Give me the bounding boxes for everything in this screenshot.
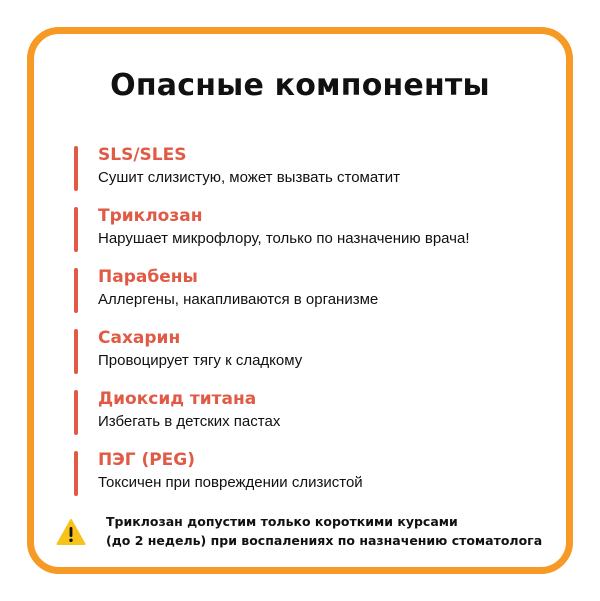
accent-bar bbox=[74, 329, 78, 374]
accent-bar bbox=[74, 268, 78, 313]
component-name: Триклозан bbox=[98, 206, 203, 226]
list-item-saccharin bbox=[74, 327, 544, 388]
accent-bar bbox=[74, 207, 78, 252]
warning-icon bbox=[56, 518, 86, 546]
accent-bar bbox=[74, 146, 78, 191]
list-item-titanium-dioxide bbox=[74, 388, 544, 449]
info-card bbox=[27, 27, 573, 574]
component-description: Нарушает микрофлору, только по назначению врача! bbox=[98, 230, 470, 247]
component-name: SLS/SLES bbox=[98, 145, 187, 165]
component-name: Диоксид титана bbox=[98, 389, 257, 409]
component-description: Провоцирует тягу к сладкому bbox=[98, 352, 303, 369]
component-name: ПЭГ (PEG) bbox=[98, 450, 196, 470]
component-name: Сахарин bbox=[98, 328, 181, 348]
warning-line-2: (до 2 недель) при воспалениях по назначению стоматолога bbox=[106, 533, 543, 548]
accent-bar bbox=[74, 451, 78, 496]
page-title: Опасные компоненты bbox=[110, 68, 490, 103]
component-description: Аллергены, накапливаются в организме bbox=[98, 291, 379, 308]
list-item-peg bbox=[74, 449, 544, 510]
warning-text bbox=[106, 512, 542, 550]
list-item-parabens bbox=[74, 266, 544, 327]
warning-line-1: Триклозан допустим только короткими курсами bbox=[106, 514, 458, 529]
component-description: Избегать в детских пастах bbox=[98, 413, 281, 430]
accent-bar bbox=[74, 390, 78, 435]
component-list bbox=[74, 144, 544, 510]
component-description: Токсичен при повреждении слизистой bbox=[98, 474, 363, 491]
component-name: Парабены bbox=[98, 267, 198, 287]
component-description: Сушит слизистую, может вызвать стоматит bbox=[98, 169, 400, 186]
list-item-sls bbox=[74, 144, 544, 205]
list-item-triclosan bbox=[74, 205, 544, 266]
warning-note bbox=[56, 512, 546, 556]
